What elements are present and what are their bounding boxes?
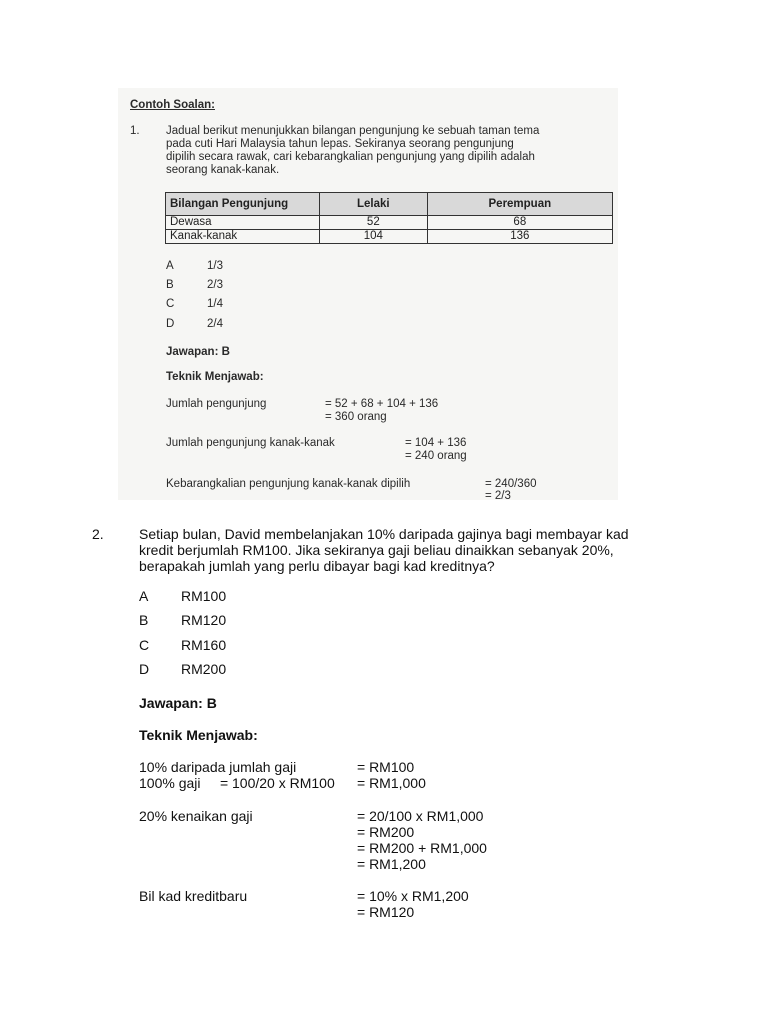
q2-number: 2.	[92, 526, 104, 542]
table-header-row	[166, 193, 613, 216]
example-heading: Contoh Soalan:	[130, 99, 215, 111]
table-cell: 52	[320, 216, 428, 230]
table-header: Lelaki	[320, 193, 428, 216]
q2-step-line: = RM200	[357, 824, 415, 840]
q1-option-letter: B	[166, 279, 174, 291]
table-header: Perempuan	[427, 193, 612, 216]
q1-step-line: = 104 + 136	[405, 437, 467, 449]
q1-text-line: Jadual berikut menunjukkan bilangan pengunjung ke sebuah taman tema	[166, 125, 540, 137]
q1-step-label: Jumlah pengunjung kanak-kanak	[166, 437, 335, 449]
q1-text-line: dipilih secara rawak, cari kebarangkalian pengunjung yang dipilih adalah	[166, 151, 535, 163]
q1-text-line: seorang kanak-kanak.	[166, 164, 280, 176]
table-cell: Dewasa	[166, 216, 320, 230]
q2-option-letter: C	[139, 637, 150, 653]
q1-step-label: Jumlah pengunjung	[166, 398, 267, 410]
q1-step-line: = 240 orang	[405, 450, 467, 462]
q1-option-letter: D	[166, 318, 175, 330]
q1-text-line: pada cuti Hari Malaysia tahun lepas. Sekiranya seorang pengunjung	[166, 138, 514, 150]
table-cell: 136	[427, 230, 612, 244]
q2-option-letter: A	[139, 588, 149, 604]
q2-step-label: 10% daripada jumlah gaji	[139, 759, 297, 775]
q1-step-line: = 360 orang	[325, 411, 387, 423]
q2-option-value: RM100	[181, 588, 227, 604]
q2-option-letter: B	[139, 612, 149, 628]
q2-step-line: = RM120	[357, 904, 415, 920]
q2-option-value: RM160	[181, 637, 227, 653]
q1-step-line: = 52 + 68 + 104 + 136	[325, 398, 439, 410]
q2-option-value: RM200	[181, 661, 227, 677]
q2-step-label: 20% kenaikan gaji	[139, 808, 253, 824]
table-row	[166, 216, 613, 230]
table-header: Bilangan Pengunjung	[166, 193, 320, 216]
q1-number: 1.	[130, 125, 140, 137]
q2-text-line: kredit berjumlah RM100. Jika sekiranya gaji beliau dinaikkan sebanyak 20%,	[139, 542, 614, 558]
q2-step-line: = RM1,200	[357, 856, 426, 872]
q1-step-label: Kebarangkalian pengunjung kanak-kanak dipilih	[166, 478, 411, 490]
q2-option-letter: D	[139, 661, 150, 677]
q2-step-line: = RM100	[357, 759, 415, 775]
table-cell: 68	[427, 216, 612, 230]
q1-option-value: 1/3	[207, 260, 223, 272]
table-cell: Kanak-kanak	[166, 230, 320, 244]
q2-step-label: 100% gaji = 100/20 x RM100	[139, 775, 335, 791]
q1-technique-title: Teknik Menjawab:	[166, 371, 264, 383]
q2-text-line: Setiap bulan, David membelanjakan 10% daripada gajinya bagi membayar kad	[139, 526, 629, 542]
q1-option-value: 1/4	[207, 298, 223, 310]
q1-step-line: = 2/3	[485, 490, 511, 502]
q2-step-line: = RM1,000	[357, 775, 426, 791]
q1-option-value: 2/4	[207, 318, 223, 330]
q1-option-letter: A	[166, 260, 174, 272]
q2-step-line: = 10% x RM1,200	[357, 888, 469, 904]
q1-option-value: 2/3	[207, 279, 223, 291]
q1-option-letter: C	[166, 298, 175, 310]
q2-answer: Jawapan: B	[139, 695, 217, 711]
table-row	[166, 230, 613, 244]
q2-option-value: RM120	[181, 612, 227, 628]
q2-step-label: Bil kad kreditbaru	[139, 888, 248, 904]
table-cell: 104	[320, 230, 428, 244]
q2-text-line: berapakah jumlah yang perlu dibayar bagi kad kreditnya?	[139, 558, 495, 574]
visitor-table	[165, 192, 613, 244]
q2-step-line: = 20/100 x RM1,000	[357, 808, 484, 824]
q1-step-line: = 240/360	[485, 478, 537, 490]
q2-step-line: = RM200 + RM1,000	[357, 840, 487, 856]
q2-technique-title: Teknik Menjawab:	[139, 727, 258, 743]
q1-answer: Jawapan: B	[166, 346, 230, 358]
